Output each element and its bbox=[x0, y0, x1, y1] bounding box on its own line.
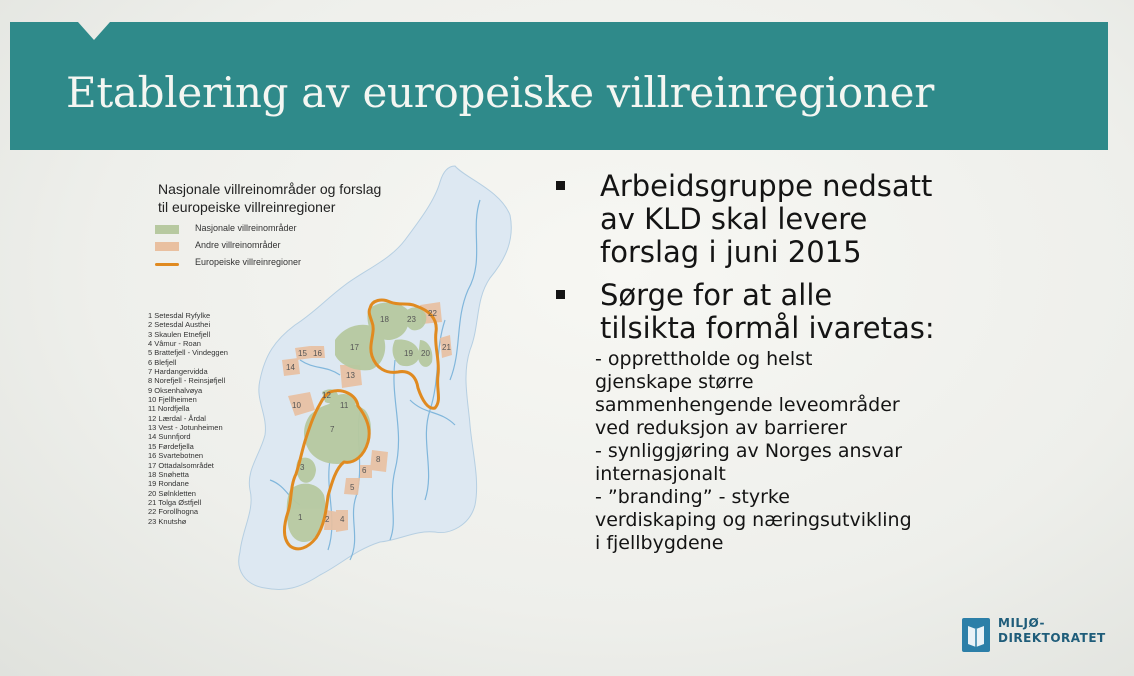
area-list-item: 20 Sølnkletten bbox=[148, 488, 196, 498]
bullet-line: av KLD skal levere bbox=[600, 202, 868, 236]
bullet-line: forslag i juni 2015 bbox=[600, 235, 862, 269]
map-label-20: 20 bbox=[421, 349, 430, 358]
map-label-8: 8 bbox=[376, 455, 381, 464]
legend-label-national: Nasjonale villreinområder bbox=[195, 223, 297, 233]
map-label-15: 15 bbox=[298, 349, 307, 358]
area-list-item: 6 Blefjell bbox=[148, 357, 177, 367]
area-list-item: 16 Svartebotnen bbox=[148, 451, 204, 461]
subtext-line: verdiskaping og næringsutvikling bbox=[595, 509, 912, 531]
area-list-item: 18 Snøhetta bbox=[148, 469, 189, 479]
map-label-13: 13 bbox=[346, 371, 355, 380]
map-label-16: 16 bbox=[313, 349, 322, 358]
area-list-item: 9 Oksenhalvøya bbox=[148, 385, 203, 395]
area-list-item: 17 Ottadalsområdet bbox=[148, 460, 214, 470]
subtext-line: - ”branding” - styrke bbox=[595, 486, 790, 508]
area-list-item: 19 Rondane bbox=[148, 479, 189, 489]
logo-text bbox=[998, 616, 1106, 646]
map-label-6: 6 bbox=[362, 466, 367, 475]
map-label-5: 5 bbox=[350, 483, 355, 492]
area-list-item: 5 Brattefjell - Vindeggen bbox=[148, 348, 228, 358]
area-list-item: 15 Førdefjella bbox=[148, 441, 194, 451]
slide-title: Etablering av europeiske villreinregioner bbox=[66, 68, 934, 117]
area-list-item: 22 Forollhogna bbox=[148, 507, 199, 517]
subtext-line: - opprettholde og helst bbox=[595, 348, 813, 370]
area-list-item: 12 Lærdal - Årdal bbox=[148, 413, 206, 423]
map-label-7: 7 bbox=[330, 425, 335, 434]
map-title-line1: Nasjonale villreinområder og forslag bbox=[158, 181, 382, 197]
area-list-item: 8 Norefjell - Reinsjøfjell bbox=[148, 376, 226, 386]
map-label-3: 3 bbox=[300, 463, 305, 472]
bullet-subtext bbox=[556, 348, 996, 555]
area-list-item: 10 Fjellheimen bbox=[148, 395, 197, 405]
area-list-item: 21 Tolga Østfjell bbox=[148, 497, 202, 507]
logo-line1: MILJØ- bbox=[998, 616, 1045, 630]
other-area-swatch bbox=[155, 242, 179, 251]
bullet-item-purposes bbox=[556, 279, 996, 345]
map-title bbox=[158, 180, 398, 216]
legend-label-other: Andre villreinområder bbox=[195, 240, 281, 250]
map-label-14: 14 bbox=[286, 363, 295, 372]
logo-icon bbox=[962, 618, 990, 652]
map-label-11: 11 bbox=[340, 401, 349, 410]
area-list-item: 11 Nordfjella bbox=[148, 404, 190, 414]
subtext-line: ved reduksjon av barrierer bbox=[595, 417, 847, 439]
bullet-item-working-group bbox=[556, 170, 996, 269]
map-title-line2: til europeiske villreinregioner bbox=[158, 199, 336, 215]
subtext-line: - synliggjøring av Norges ansvar bbox=[595, 440, 903, 462]
map-label-10: 10 bbox=[292, 401, 301, 410]
area-list-item: 3 Skaulen Etnefjell bbox=[148, 329, 211, 339]
map-label-21: 21 bbox=[442, 343, 451, 352]
area-list-item: 1 Setesdal Ryfylke bbox=[148, 311, 211, 320]
map-label-12: 12 bbox=[322, 391, 331, 400]
map-label-17: 17 bbox=[350, 343, 359, 352]
area-list-item: 13 Vest - Jotunheimen bbox=[148, 423, 223, 433]
area-list bbox=[148, 311, 228, 526]
bullet-line: Arbeidsgruppe nedsatt bbox=[600, 169, 933, 203]
area-list-item: 4 Vâmur - Roan bbox=[148, 339, 201, 349]
area-list-item: 7 Hardangervidda bbox=[148, 367, 208, 377]
national-area-swatch bbox=[155, 225, 179, 234]
map-label-18: 18 bbox=[380, 315, 389, 324]
map-label-2: 2 bbox=[325, 515, 330, 524]
map-label-22: 22 bbox=[428, 309, 437, 318]
bullet-line: tilsikta formål ivaretas: bbox=[600, 311, 935, 345]
subtext-line: internasjonalt bbox=[595, 463, 726, 485]
map-label-1: 1 bbox=[298, 513, 303, 522]
bullet-line: Sørge for at alle bbox=[600, 278, 833, 312]
bullet-list bbox=[556, 170, 996, 555]
subtext-line: i fjellbygdene bbox=[595, 532, 724, 554]
subtext-line: gjenskape større bbox=[595, 371, 754, 393]
bullet-square-icon bbox=[556, 181, 565, 190]
area-list-item: 14 Sunnfjord bbox=[148, 432, 191, 442]
subtext-line: sammenhengende leveområder bbox=[595, 394, 900, 416]
map-label-19: 19 bbox=[404, 349, 413, 358]
region-line-swatch bbox=[155, 263, 179, 266]
area-list-item: 2 Setesdal Austhei bbox=[148, 320, 211, 330]
map-label-23: 23 bbox=[407, 315, 416, 324]
bullet-square-icon bbox=[556, 290, 565, 299]
legend-label-region: Europeiske villreinregioner bbox=[195, 257, 302, 267]
map-label-4: 4 bbox=[340, 515, 345, 524]
logo-line2: DIREKTORATET bbox=[998, 631, 1106, 645]
area-list-item: 23 Knutshø bbox=[148, 516, 187, 526]
